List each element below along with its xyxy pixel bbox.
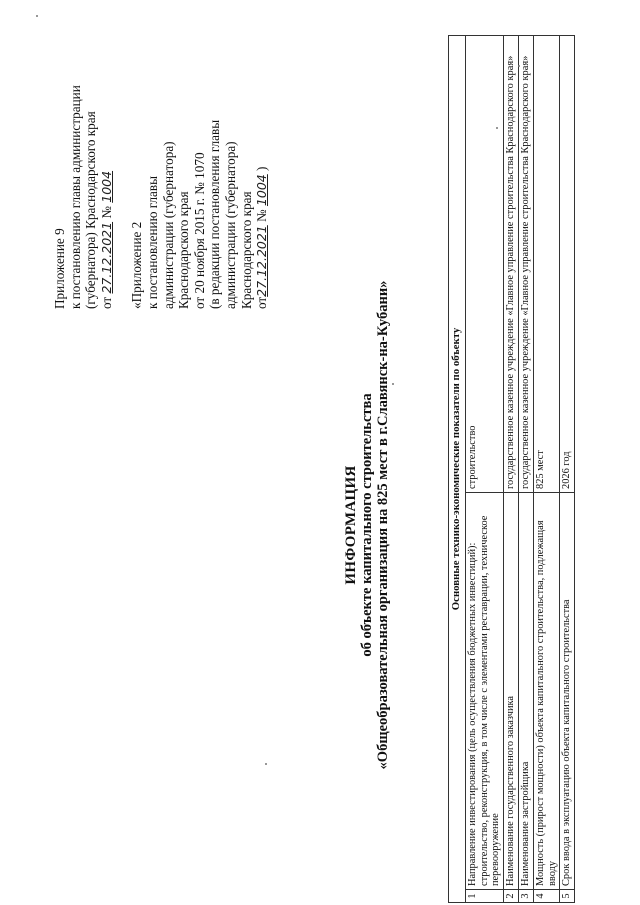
handwritten-number: 1004 xyxy=(254,174,270,207)
prior-annex-line: Краснодарского края xyxy=(238,191,254,309)
row-number: 3 xyxy=(518,890,533,903)
number-sign: № xyxy=(98,206,114,219)
prior-annex-line: от 20 ноября 2015 г. № 1070 xyxy=(191,152,207,309)
row-value: 2026 год xyxy=(560,36,575,493)
table-row xyxy=(465,36,503,903)
indicators-table xyxy=(448,35,575,903)
row-value: государственное казенное учреждение «Главное управление строительства Краснодарского края» xyxy=(518,36,533,493)
table-caption: Основные технико-экономические показатели по объекту xyxy=(449,36,466,903)
annex-line: к постановлению главы администрации xyxy=(67,85,83,309)
row-parameter: Направление инвестирования (цель осуществления бюджетных инвестиций): строительство, реконструкция, в том числе с элементами реставрации, техническое перевооружение xyxy=(465,493,503,890)
closing-paren: ) xyxy=(254,166,270,171)
row-number: 5 xyxy=(560,890,575,903)
prior-annex-line: «Приложение 2 xyxy=(129,221,145,309)
scan-speck xyxy=(265,763,267,765)
row-parameter: Срок ввода в эксплуатацию объекта капитального строительства xyxy=(560,493,575,890)
row-parameter: Наименование застройщика xyxy=(518,493,533,890)
scan-speck xyxy=(496,127,498,129)
annex-line: (губернатора) Краснодарского края xyxy=(83,111,99,309)
table-row xyxy=(518,36,533,903)
prior-annex-line: администрации (губернатора) xyxy=(160,141,176,309)
date-prefix: от xyxy=(254,296,270,309)
annex-date-line xyxy=(99,9,115,309)
table-row xyxy=(560,36,575,903)
handwritten-date: 27.12.2021 xyxy=(98,221,114,294)
row-number: 4 xyxy=(533,890,560,903)
annex-block xyxy=(52,9,270,309)
row-value: строительство xyxy=(465,36,503,493)
date-prefix: от xyxy=(98,296,114,309)
scan-speck xyxy=(392,383,394,385)
row-value: государственное казенное учреждение «Главное управление строительства Краснодарского края» xyxy=(504,36,519,493)
prior-annex-line: (в редакции постановления главы xyxy=(207,119,223,309)
row-parameter: Наименование государственного заказчика xyxy=(504,493,519,890)
document-header xyxy=(344,265,391,785)
prior-annex-line: к постановлению главы xyxy=(144,176,160,309)
table-row xyxy=(504,36,519,903)
scan-speck xyxy=(518,65,520,67)
document-title: ИНФОРМАЦИЯ xyxy=(343,465,359,585)
handwritten-date: 27.12.2021 xyxy=(254,225,270,297)
document-subtitle: об объекте капитального строительства xyxy=(358,393,375,657)
annex-title: Приложение 9 xyxy=(52,228,67,309)
row-number: 1 xyxy=(465,890,503,903)
scan-speck xyxy=(36,15,38,17)
prior-annex-line: Краснодарского края xyxy=(176,191,192,309)
object-name: «Общеобразовательная организация на 825 мест в г.Славянск-на-Кубани» xyxy=(374,280,391,770)
row-number: 2 xyxy=(504,890,519,903)
row-parameter: Мощность (прирост мощности) объекта капитального строительства, подлежащая вводу xyxy=(533,493,560,890)
table-row xyxy=(533,36,560,903)
prior-annex-date-line xyxy=(254,9,270,309)
prior-annex-line: администрации (губернатора) xyxy=(222,141,238,309)
row-value: 825 мест xyxy=(533,36,560,493)
table-caption-row xyxy=(449,36,466,903)
number-sign: № xyxy=(254,209,270,222)
handwritten-number: 1004 xyxy=(98,170,114,203)
